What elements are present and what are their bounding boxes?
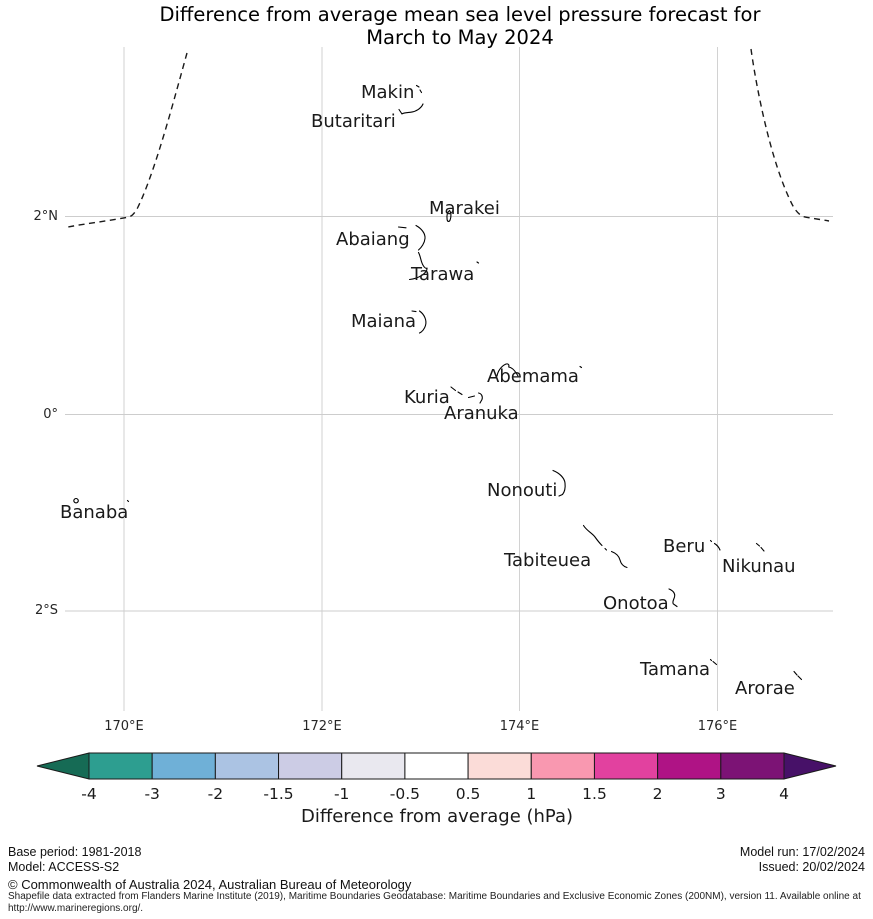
issued-text: Issued: 20/02/2024: [758, 860, 865, 874]
colorbar-tick-n0p5: -0.5: [389, 785, 421, 803]
island-shapes: [74, 86, 802, 680]
colorbar-tick-n3: -3: [144, 785, 160, 803]
colorbar-cell: [89, 753, 152, 779]
x-tick-174e: 174°E: [499, 719, 540, 734]
x-tick-176e: 176°E: [697, 719, 738, 734]
island-label-abemama: Abemama: [487, 366, 579, 387]
island-label-kuria: Kuria: [404, 387, 450, 408]
colorbar-cell: [405, 753, 468, 779]
island-label-beru: Beru: [663, 536, 706, 557]
colorbar-tick-n4: -4: [81, 785, 97, 803]
island-shape-arorae: [794, 672, 802, 680]
island-label-nikunau: Nikunau: [722, 556, 796, 577]
colorbar-label: Difference from average (hPa): [300, 806, 574, 827]
colorbar-under-arrow: [37, 753, 89, 779]
colorbar-tick-n2: -2: [207, 785, 224, 803]
island-label-banaba: Banaba: [60, 502, 129, 523]
colorbar-tick-n1: -1: [333, 785, 350, 803]
island-shape-butaritari: [399, 104, 423, 114]
island-label-abaiang: Abaiang: [336, 229, 410, 250]
colorbar-cell: [594, 753, 657, 779]
island-label-tarawa: Tarawa: [411, 264, 475, 285]
gridlines: [65, 47, 833, 711]
copyright-text: © Commonwealth of Australia 2024, Australian Bureau of Meteorology: [8, 877, 412, 892]
colorbar-tick-2: 2: [652, 785, 663, 803]
page-title: [160, 3, 761, 49]
island-label-maiana: Maiana: [351, 311, 417, 332]
colorbar-tick-4: 4: [779, 785, 789, 803]
colorbar-tick-1: 1: [526, 785, 537, 803]
colorbar-tick-n1p5: -1.5: [263, 785, 294, 803]
colorbar-tick-1p5: 1.5: [582, 785, 607, 803]
colorbar-cell: [342, 753, 405, 779]
island-label-tabiteuea: Tabiteuea: [504, 550, 592, 571]
y-tick-2n: 2°N: [33, 209, 58, 224]
y-tick-0: 0°: [43, 407, 58, 422]
island-shape-nikunau: [757, 544, 765, 552]
colorbar-cell: [279, 753, 342, 779]
island-shape-onotoa: [669, 589, 677, 607]
base-period-text: Base period: 1981-2018: [8, 845, 142, 859]
island-label-aranuka: Aranuka: [444, 403, 519, 424]
island-shape-tamana: [711, 660, 717, 665]
island-label-makin: Makin: [361, 82, 415, 103]
colorbar-tick-3: 3: [715, 785, 726, 803]
eez-boundary-left: [68, 53, 187, 227]
island-label-tamana: Tamana: [640, 659, 711, 680]
colorbar-cell: [468, 753, 531, 779]
island-label-nonouti: Nonouti: [487, 480, 558, 501]
y-tick-2s: 2°S: [34, 603, 58, 618]
eez-boundary-right: [751, 49, 829, 221]
island-label-marakei: Marakei: [429, 198, 500, 219]
model-text: Model: ACCESS-S2: [8, 860, 120, 874]
shapefile-attribution-text: Shapefile data extracted from Flanders Marine Institute (2019), Maritime Boundaries Geodatabase: Maritime Boundaries and Exclusive Economic Zones (200NM), version 11. Available online at http://www.marineregions.org/.: [8, 891, 861, 914]
colorbar-cell: [531, 753, 594, 779]
colorbar-tick-0p5: 0.5: [455, 785, 481, 803]
page-title-line1: Difference from average mean sea level pressure forecast for: [159, 3, 761, 26]
colorbar-cell: [215, 753, 278, 779]
island-shape-beru: [711, 541, 721, 551]
colorbar: [37, 753, 836, 779]
island-label-onotoa: Onotoa: [603, 593, 669, 614]
colorbar-cell: [658, 753, 721, 779]
x-tick-172e: 172°E: [302, 719, 342, 734]
island-shape-kuria: [451, 387, 462, 395]
page-title-line2: March to May 2024: [366, 26, 554, 49]
x-tick-170e: 170°E: [104, 719, 144, 734]
island-label-butaritari: Butaritari: [311, 111, 396, 132]
model-run-text: Model run: 17/02/2024: [739, 845, 865, 859]
colorbar-cell: [721, 753, 784, 779]
island-shape-makin: [417, 86, 422, 93]
island-label-arorae: Arorae: [735, 678, 795, 699]
colorbar-over-arrow: [784, 753, 836, 779]
island-shape-aranuka: [469, 393, 483, 403]
colorbar-cell: [152, 753, 215, 779]
